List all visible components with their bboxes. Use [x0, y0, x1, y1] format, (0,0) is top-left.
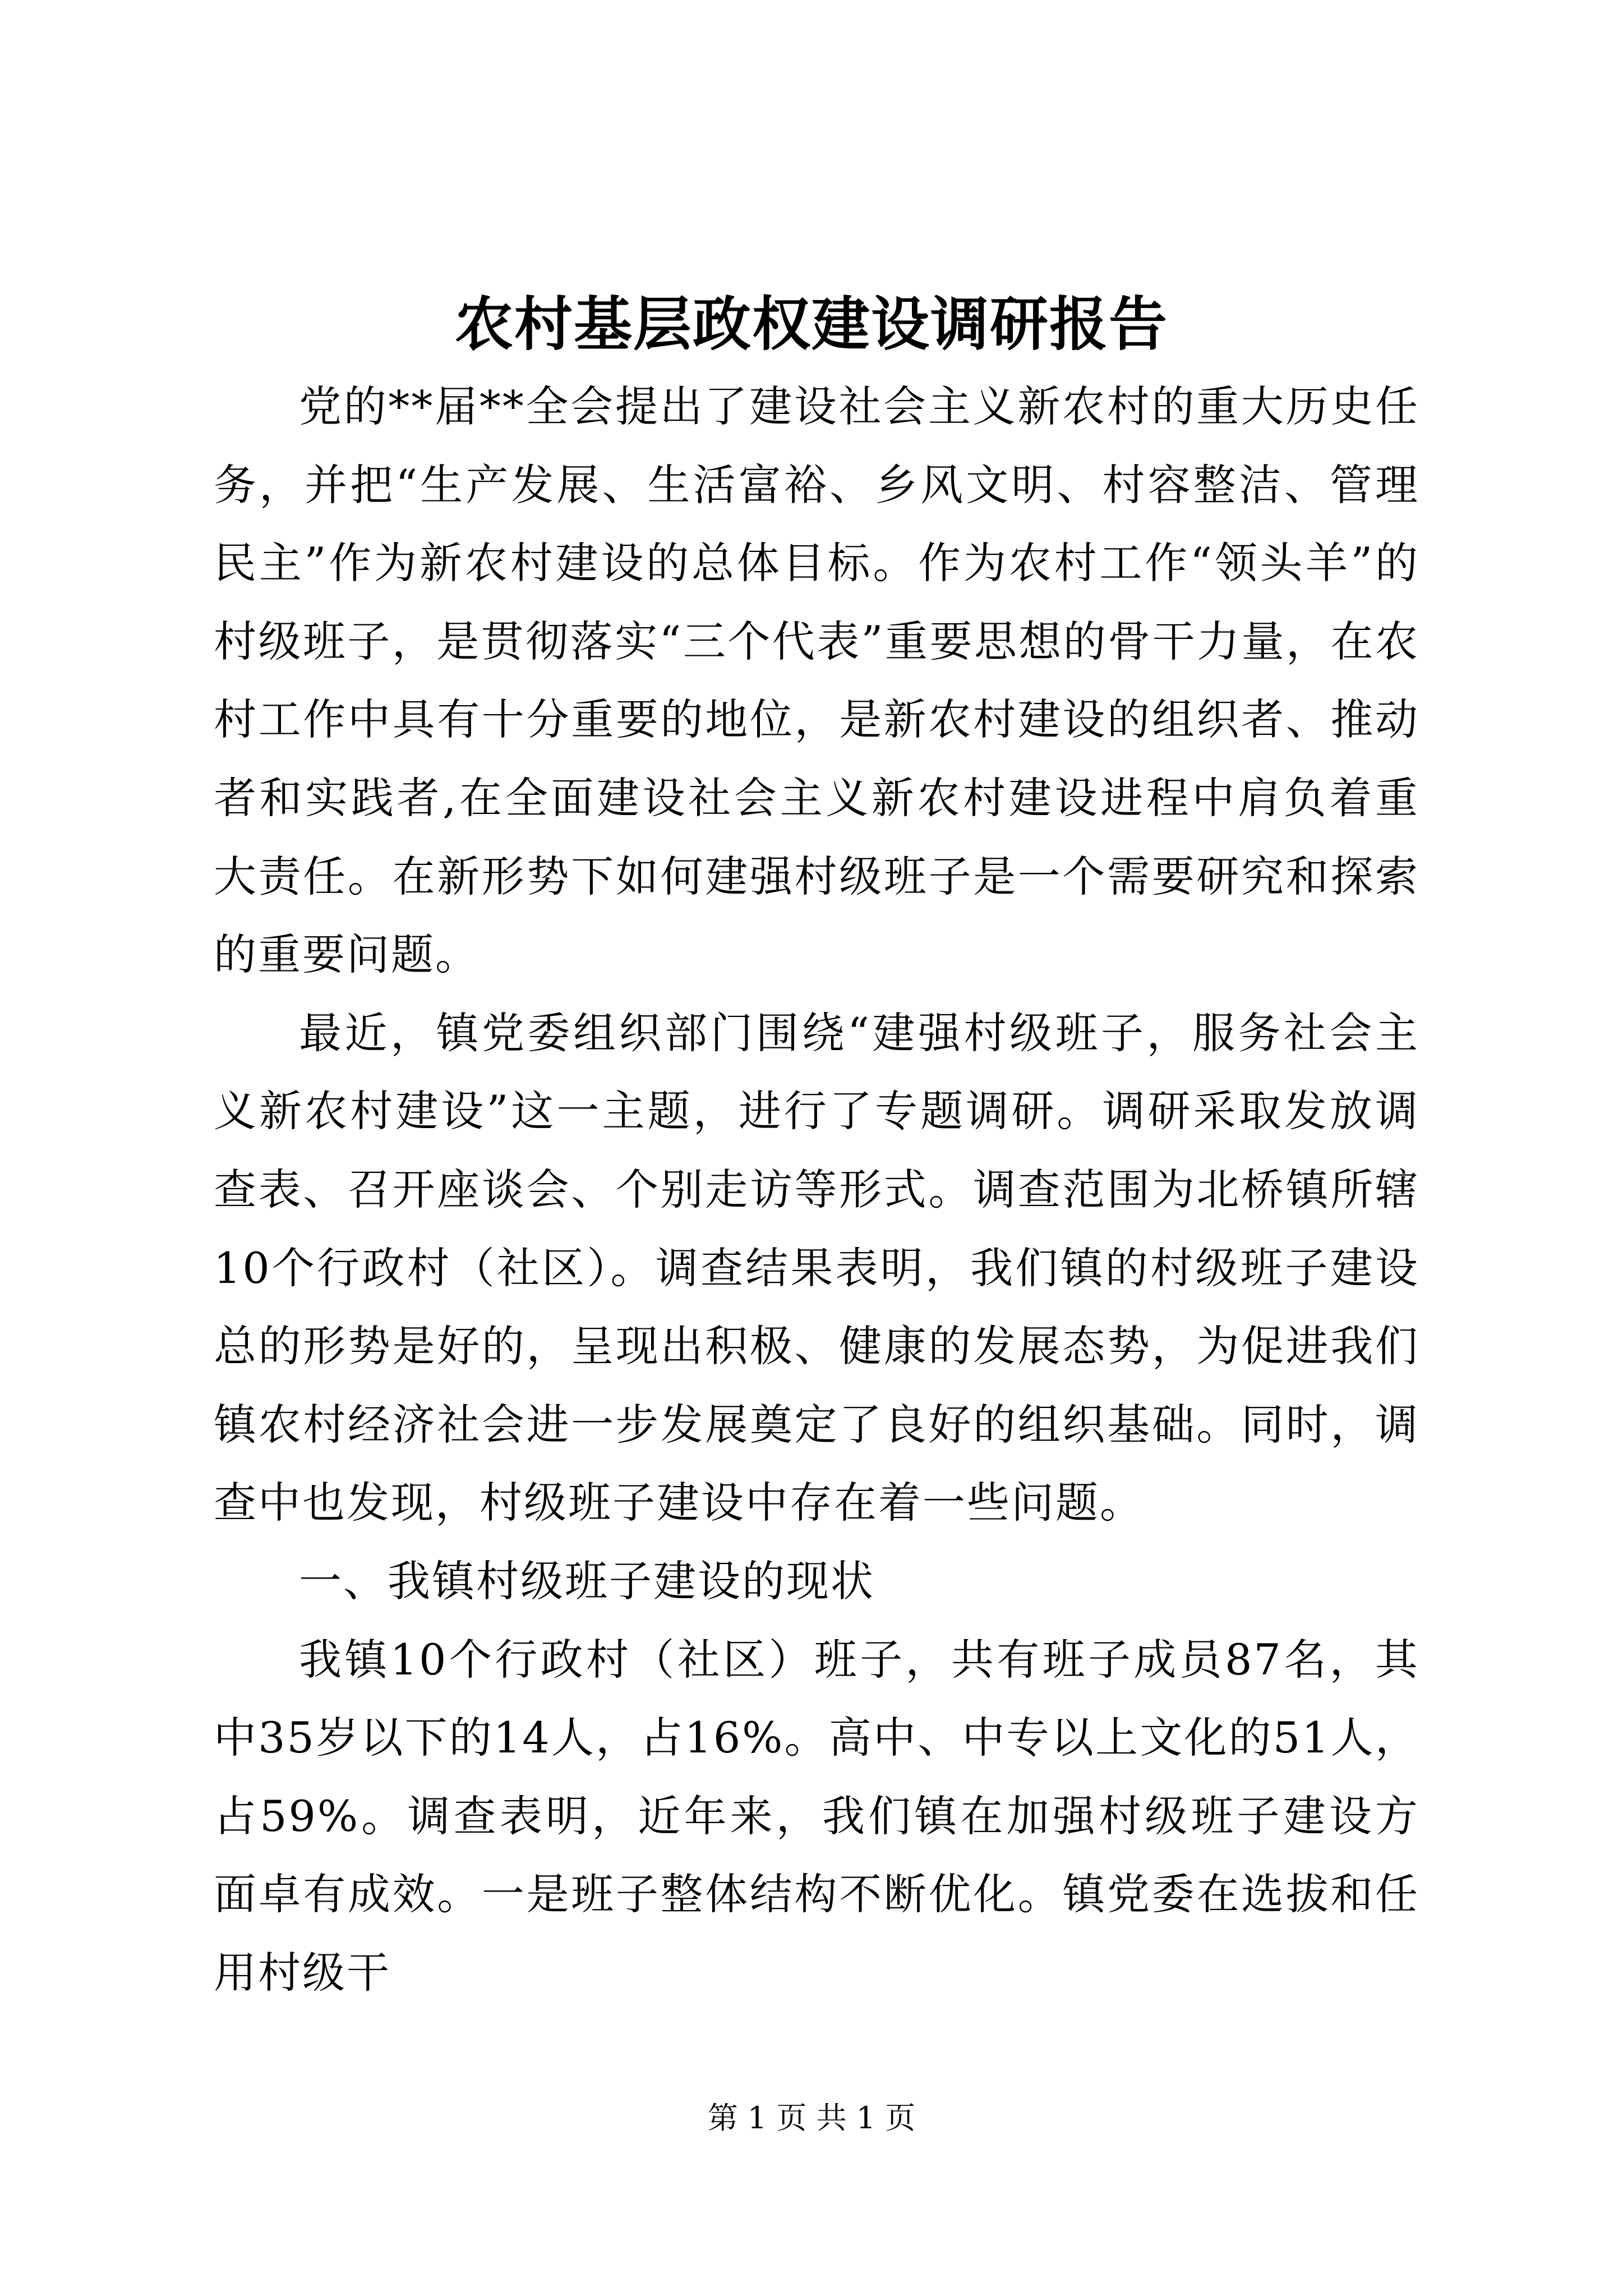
- paragraph-survey: 最近，镇党委组织部门围绕“建强村级班子，服务社会主义新农村建设”这一主题，进行了专题调研。调研采取发放调查表、召开座谈会、个别走访等形式。调查范围为北桥镇所辖10个行政村（社区）。调查结果表明，我们镇的村级班子建设总的形势是好的，呈现出积极、健康的发展态势，为促进我们镇农村经济社会进一步发展奠定了良好的组织基础。同时，调查中也发现，村级班子建设中存在着一些问题。: [214, 1007, 1419, 1528]
- page-footer: 第 1 页 共 1 页: [707, 2100, 916, 2136]
- document-body: [214, 367, 1419, 2012]
- paragraph-status: 我镇10个行政村（社区）班子，共有班子成员87名，其中35岁以下的14人，占16%。高中、中专以上文化的51人，占59%。调查表明，近年来，我们镇在加强村级班子建设方面卓有成效。一是班子整体结构不断优化。镇党委在选拔和任用村级干: [214, 1634, 1419, 1998]
- paragraph-intro: 党的**届**全会提出了建设社会主义新农村的重大历史任务，并把“生产发展、生活富裕、乡风文明、村容整洁、管理民主”作为新农村建设的总体目标。作为农村工作“领头羊”的村级班子，是贯彻落实“三个代表”重要思想的骨干力量，在农村工作中具有十分重要的地位，是新农村建设的组织者、推动者和实践者,在全面建设社会主义新农村建设进程中肩负着重大责任。在新形势下如何建强村级班子是一个需要研究和探索的重要问题。: [214, 381, 1419, 980]
- section-heading-1: 一、我镇村级班子建设的现状: [299, 1556, 875, 1606]
- document-title: 农村基层政权建设调研报告: [454, 289, 1168, 358]
